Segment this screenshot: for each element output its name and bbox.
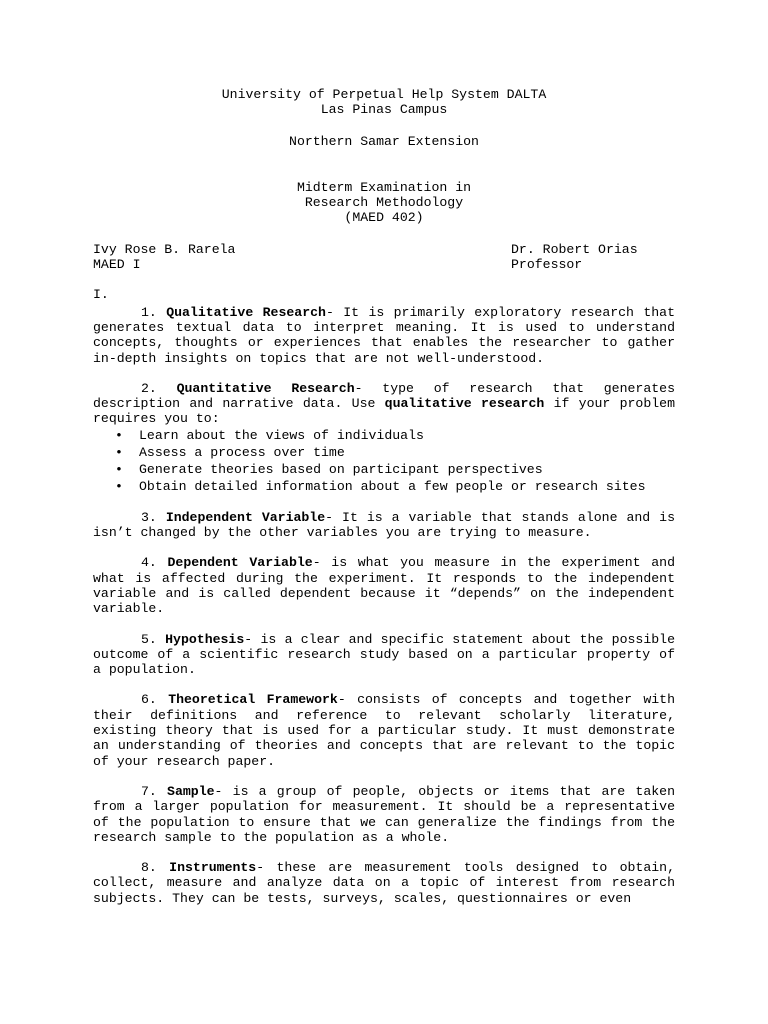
definition-item-1 xyxy=(93,305,675,366)
item-text: - is a group of people, objects or items that are taken from a larger population for measurement. It should be a representative of the population to ensure that we can generalize the findings from the research sample to the population as a whole. xyxy=(93,783,675,845)
item-text: if your problem requires you to: xyxy=(93,396,675,427)
extension-name: Northern Samar Extension xyxy=(289,133,479,149)
item-text: - is what you measure in the experiment and what is affected during the experiment. It responds to the independent variable and is called dependent because it “depends” on the independent variable. xyxy=(93,555,675,617)
bullet-list xyxy=(93,427,675,495)
item-text: - It is a variable that stands alone and is isn’t changed by the other variables you are trying to measure. xyxy=(93,509,675,541)
student-info xyxy=(93,242,235,273)
item-text: - type of research that generates description and narrative data. Use xyxy=(93,380,675,412)
item-number: 3. xyxy=(141,509,157,525)
item-number: 8. xyxy=(141,860,157,876)
exam-course-code: (MAED 402) xyxy=(344,210,424,226)
definitions-list xyxy=(93,305,675,906)
item-term: Qualitative Research xyxy=(166,304,326,320)
signature-block xyxy=(93,242,675,273)
definition-item-3 xyxy=(93,510,675,541)
item-number: 5. xyxy=(141,631,157,647)
student-program: MAED I xyxy=(93,257,141,273)
definition-item-2 xyxy=(93,381,675,495)
professor-name: Dr. Robert Orias xyxy=(511,241,638,257)
item-term: Quantitative Research xyxy=(176,380,355,396)
item-text: - consists of concepts and together with their definitions and reference to relevant scholarly literature, existing theory that is used for a particular study. It must demonstrate an understanding of theories and concepts that are relevant to the topic of your research paper. xyxy=(93,692,675,769)
item-term: Independent Variable xyxy=(165,509,326,525)
definition-item-4 xyxy=(93,555,675,616)
document-page xyxy=(93,87,675,906)
definition-item-6 xyxy=(93,692,675,768)
item-term: Hypothesis xyxy=(165,631,245,647)
university-name: University of Perpetual Help System DALTA xyxy=(221,87,547,102)
definition-item-7 xyxy=(93,784,675,845)
student-name: Ivy Rose B. Rarela xyxy=(93,241,236,257)
item-inline-term: qualitative research xyxy=(384,396,545,412)
item-number: 7. xyxy=(141,783,157,799)
item-number: 2. xyxy=(141,380,157,396)
item-text: - these are measurement tools designed to obtain, collect, measure and analyze data on a topic of interest from research subjects. They can be tests, surveys, scales, questionnaires or even xyxy=(93,860,675,906)
item-term: Instruments xyxy=(169,860,257,876)
exam-title-line2: Research Methodology xyxy=(304,195,464,211)
definition-item-5 xyxy=(93,632,675,678)
bullet-item: • Generate theories based on participant perspectives xyxy=(93,461,675,478)
exam-title-line1: Midterm Examination in xyxy=(296,179,472,195)
item-number: 4. xyxy=(141,555,157,571)
professor-info xyxy=(511,242,675,273)
item-term: Sample xyxy=(167,783,215,799)
item-text: - is a clear and specific statement about the possible outcome of a scientific research study based on a particular property of a population. xyxy=(93,631,675,678)
item-term: Dependent Variable xyxy=(167,555,313,571)
item-number: 1. xyxy=(141,304,157,320)
item-number: 6. xyxy=(141,692,157,708)
bullet-item: • Assess a process over time xyxy=(93,444,675,461)
professor-title: Professor xyxy=(511,257,583,273)
definition-item-8 xyxy=(93,860,675,906)
section-number: I. xyxy=(93,287,109,303)
item-term: Theoretical Framework xyxy=(168,692,338,708)
bullet-item: • Learn about the views of individuals xyxy=(93,427,675,444)
bullet-item: • Obtain detailed information about a few people or research sites xyxy=(93,478,675,495)
item-text: - It is primarily exploratory research that generates textual data to interpret meaning. It is used to understand concepts, thoughts or experiences that enables the researcher to gather in-depth insights on topics that are not well-understood. xyxy=(93,304,675,366)
campus-name: Las Pinas Campus xyxy=(320,102,448,118)
document-header xyxy=(93,87,675,226)
